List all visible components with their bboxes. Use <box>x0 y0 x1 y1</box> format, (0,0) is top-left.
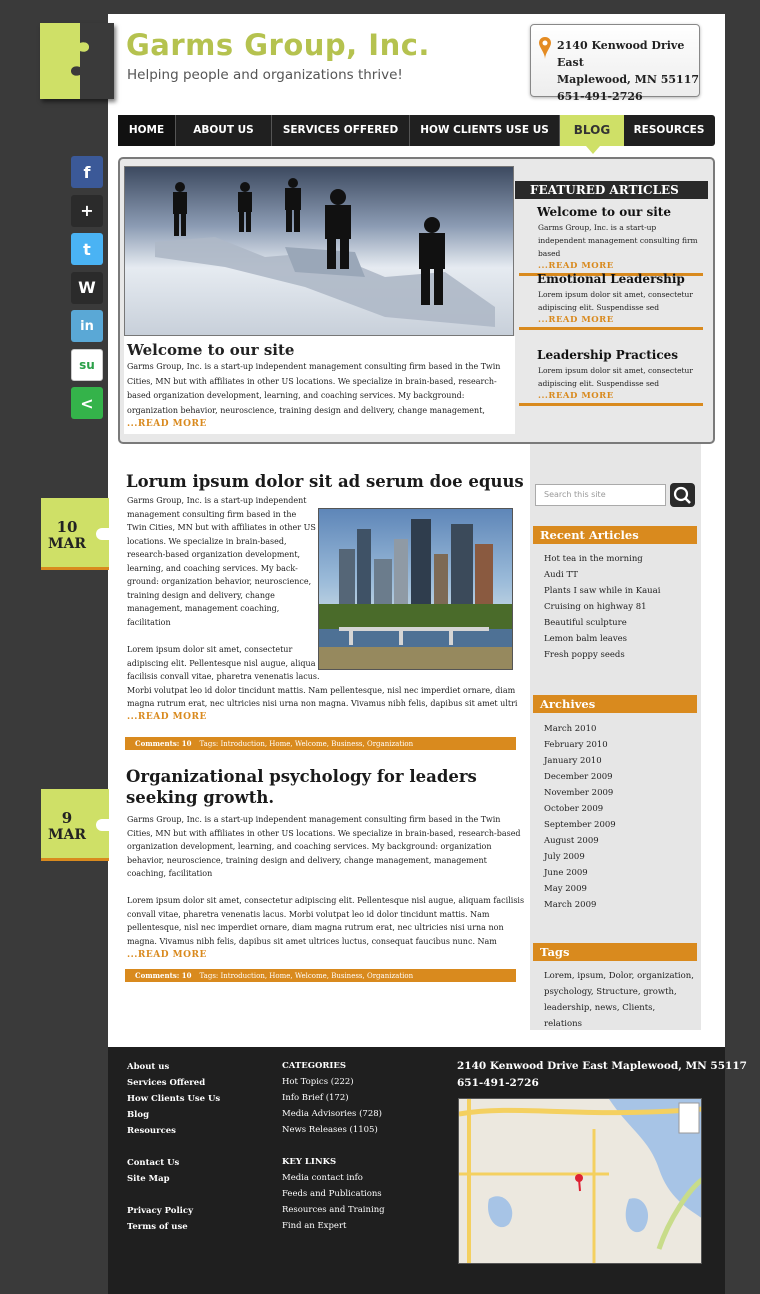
top-strip <box>108 0 725 14</box>
recent-articles-list <box>544 551 660 663</box>
tag-line[interactable]: Lorem, ipsum, Dolor, organization, <box>544 971 694 981</box>
keylinks-heading: KEY LINKS <box>282 1157 337 1167</box>
featured-item-title[interactable]: Welcome to our site <box>537 205 671 219</box>
archives-list <box>544 721 616 913</box>
tag-cloud <box>544 968 694 1032</box>
recent-articles-heading: Recent Articles <box>533 526 697 544</box>
post-day: 10 <box>56 518 78 536</box>
tag-line[interactable]: psychology, Structure, growth, <box>544 987 677 997</box>
post-intro: Garms Group, Inc. is a start-up independent management consulting firm based in the Twin Cities, MN but with affiliates in other US locations. We specialize in brain-based, research-based organization development, learning, and coaching services. My background: organization behavior, neuroscience, training design and delivery, change management, management coaching, facilitation <box>127 815 521 878</box>
list-item[interactable]: May 2009 <box>544 884 587 894</box>
post-comments[interactable]: Comments: 10 <box>135 971 192 980</box>
featured-item-read-more[interactable]: ...READ MORE <box>538 391 614 401</box>
list-item[interactable]: January 2010 <box>544 756 602 766</box>
footer-phone: 651-491-2726 <box>457 1077 539 1089</box>
list-item[interactable]: September 2009 <box>544 820 616 830</box>
post-read-more[interactable]: ...READ MORE <box>127 950 207 960</box>
logo[interactable] <box>40 23 114 99</box>
post-title[interactable]: Organizational psychology for leaders seeking growth. <box>126 767 477 807</box>
wordpress-icon[interactable]: W <box>71 272 103 304</box>
list-item[interactable]: August 2009 <box>544 836 599 846</box>
post-tags[interactable]: Tags: Introduction, Home, Welcome, Business, Organization <box>199 740 414 748</box>
tags-heading: Tags <box>533 943 697 961</box>
location-map[interactable] <box>458 1098 702 1264</box>
featured-item-text: Lorem ipsum dolor sit amet, consectetur adipiscing elit. Suspendisse sed <box>538 290 693 312</box>
featured-item-title[interactable]: Emotional Leadership <box>537 272 685 286</box>
post-body: Lorem ipsum dolor sit amet, consectetur adipiscing elit. Pellentesque nisl augue, aliquam facilisis convall vitae, pharetra venenatis lacus. Morbi volutpat leo id dolor tincidunt mattis. Nam pellentesque, nisl nec imperdiet ornare, diam magna rutrum erat, nec ultricies nisi urna non magna. Vivamus nibh felis, dapibus sit amet ultrices luctus, consequat faucibus nunc. Nam <box>127 896 525 946</box>
map-illustration <box>459 1099 702 1264</box>
nav-blog[interactable]: BLOG <box>560 115 624 146</box>
address-box <box>530 24 700 103</box>
featured-item-text: Lorem ipsum dolor sit amet, consectetur adipiscing elit. Suspendisse sed <box>538 366 693 388</box>
twitter-icon[interactable]: t <box>71 233 103 265</box>
archives-heading: Archives <box>533 695 697 713</box>
list-item[interactable]: Audi TT <box>544 570 578 580</box>
list-item[interactable]: October 2009 <box>544 804 604 814</box>
featured-item <box>519 348 703 406</box>
social-bar <box>71 156 103 426</box>
list-item[interactable]: November 2009 <box>544 788 614 798</box>
post-comments[interactable]: Comments: 10 <box>135 739 192 748</box>
post-date-badge <box>41 498 109 570</box>
list-item[interactable]: Cruising on highway 81 <box>544 602 647 612</box>
post-day: 9 <box>61 809 73 827</box>
search-icon <box>670 483 695 507</box>
brand-tagline: Helping people and organizations thrive! <box>127 67 403 83</box>
nav-about[interactable]: ABOUT US <box>176 115 272 146</box>
hero-image <box>124 166 514 336</box>
post-month: MAR <box>48 827 86 843</box>
share-icon[interactable]: < <box>71 387 103 419</box>
nav-home[interactable]: HOME <box>118 115 176 146</box>
google-plus-icon[interactable]: + <box>71 195 103 227</box>
post-month: MAR <box>48 536 86 552</box>
footer-category[interactable]: Hot Topics (222) <box>282 1077 354 1087</box>
list-item[interactable]: Hot tea in the morning <box>544 554 643 564</box>
footer-link[interactable]: About us <box>127 1062 170 1072</box>
footer-keylink[interactable]: Find an Expert <box>282 1221 347 1231</box>
list-item[interactable]: Beautiful sculpture <box>544 618 627 628</box>
list-item[interactable]: July 2009 <box>544 852 585 862</box>
featured-divider <box>519 327 703 330</box>
post-title[interactable]: Lorum ipsum dolor sit ad serum doe equus <box>126 472 524 491</box>
footer-keylink[interactable]: Resources and Training <box>282 1205 385 1215</box>
footer-category[interactable]: Media Advisories (728) <box>282 1109 382 1119</box>
stumbleupon-icon[interactable]: su <box>71 349 103 381</box>
skyline-illustration <box>319 509 513 670</box>
featured-item-title[interactable]: Leadership Practices <box>537 348 679 362</box>
footer-link[interactable]: Contact Us <box>127 1158 180 1168</box>
post-date-badge <box>41 789 109 861</box>
linkedin-icon[interactable]: in <box>71 310 103 342</box>
list-item[interactable]: March 2010 <box>544 724 597 734</box>
badge-notch <box>96 819 110 831</box>
list-item[interactable]: June 2009 <box>544 868 588 878</box>
address-city: Maplewood, MN 55117 <box>557 73 699 86</box>
footer-links <box>127 1059 220 1235</box>
footer-keylink[interactable]: Media contact info <box>282 1173 363 1183</box>
footer-keylink[interactable]: Feeds and Publications <box>282 1189 382 1199</box>
featured-item <box>519 205 703 276</box>
footer-categories <box>282 1058 385 1234</box>
city-skyline-image <box>318 508 513 670</box>
address-phone: 651-491-2726 <box>557 90 643 103</box>
brand-name[interactable]: Garms Group, Inc. <box>126 28 430 62</box>
footer-link[interactable]: Services Offered <box>127 1078 206 1088</box>
post-meta-bar <box>125 969 516 982</box>
puzzle-logo-icon <box>40 23 114 99</box>
address-street: 2140 Kenwood Drive East <box>557 39 685 69</box>
featured-item <box>519 272 703 330</box>
featured-divider <box>519 403 703 406</box>
featured-item-read-more[interactable]: ...READ MORE <box>538 315 614 325</box>
footer-link[interactable]: Resources <box>127 1126 176 1136</box>
hero-text: Garms Group, Inc. is a start-up independent management consulting firm based in the Twin Cities, MN but with affiliates in other US locations. We specialize in brain-based, research-based organization development, learning, and coaching services. My background: organization behavior, neuroscience, training design and delivery, change management, <box>127 362 501 415</box>
tag-line[interactable]: leadership, news, Clients, relations <box>544 1003 656 1029</box>
search-button[interactable] <box>670 483 695 507</box>
footer-address <box>457 1058 747 1092</box>
list-item[interactable]: Lemon balm leaves <box>544 634 628 644</box>
footer-address-line: 2140 Kenwood Drive East Maplewood, MN 55117 <box>457 1060 747 1072</box>
categories-heading: CATEGORIES <box>282 1061 347 1071</box>
main-nav <box>118 115 715 146</box>
featured-heading: FEATURED ARTICLES <box>515 181 708 199</box>
badge-notch <box>96 528 110 540</box>
post-meta-bar <box>125 737 516 750</box>
footer-link[interactable]: Terms of use <box>127 1222 188 1232</box>
footer-link[interactable]: How Clients Use Us <box>127 1094 221 1104</box>
list-item[interactable]: December 2009 <box>544 772 613 782</box>
footer-link[interactable]: Site Map <box>127 1174 170 1184</box>
list-item[interactable]: March 2009 <box>544 900 597 910</box>
hero-title[interactable]: Welcome to our site <box>127 341 295 359</box>
featured-item-read-more[interactable]: ...READ MORE <box>538 261 614 271</box>
nav-clients[interactable]: HOW CLIENTS USE US <box>410 115 560 146</box>
post-read-more[interactable]: ...READ MORE <box>127 712 207 722</box>
post-tags[interactable]: Tags: Introduction, Home, Welcome, Business, Organization <box>199 972 414 980</box>
post-intro: Garms Group, Inc. is a start-up independent management consulting firm based in the Twin Cities, MN but with affiliates in other US locations. We specialize in brain-based, research-based organization development, learning, and coaching services. My back- ground: organization behavior, neuroscience, training design and delivery, change management, management coaching, facilitation <box>127 496 316 627</box>
list-item[interactable]: February 2010 <box>544 740 608 750</box>
facebook-icon[interactable]: f <box>71 156 103 188</box>
footer-category[interactable]: News Releases (1105) <box>282 1125 378 1135</box>
post-body: Lorem ipsum dolor sit amet, consectetur adipiscing elit. Pellentesque nisl augue, aliqua facilisis convall vitae, pharetra venenatis lacus. Morbi volutpat leo id dolor tincidunt mattis. Nam pellentesque, nisl nec imperdiet ornare, diam magna rutrum erat, nec ultricies nisi urna non magna. Vivamus nibh felis, dapibus sit amet ultri <box>127 645 518 708</box>
business-puzzle-illustration <box>125 167 514 336</box>
list-item[interactable]: Plants I saw while in Kauai <box>544 586 661 596</box>
location-pin-icon <box>539 37 551 59</box>
nav-resources[interactable]: RESOURCES <box>633 124 705 136</box>
featured-item-text: Garms Group, Inc. is a start-up independent management consulting firm based <box>538 223 698 258</box>
search-input[interactable]: Search this site <box>535 484 666 506</box>
nav-services[interactable]: SERVICES OFFERED <box>272 115 410 146</box>
footer-category[interactable]: Info Brief (172) <box>282 1093 349 1103</box>
list-item[interactable]: Fresh poppy seeds <box>544 650 625 660</box>
footer-link[interactable]: Privacy Policy <box>127 1206 194 1216</box>
footer-link[interactable]: Blog <box>127 1110 150 1120</box>
hero-read-more[interactable]: ...READ MORE <box>127 419 207 429</box>
